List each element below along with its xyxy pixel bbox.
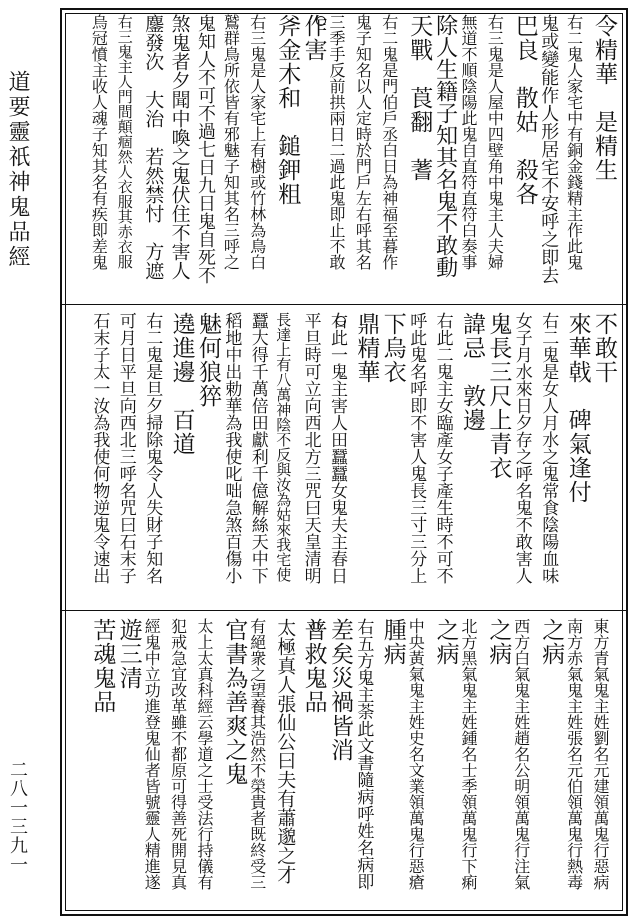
text-column: 腫病 xyxy=(379,618,406,666)
text-column: 鼎精華 xyxy=(353,312,380,384)
section-divider-bottom xyxy=(60,610,628,611)
text-column: 右此二鬼主女臨產女子產生時不可不 xyxy=(432,312,453,584)
text-column: 官書為善爽之鬼 xyxy=(221,618,248,786)
text-column: 女子月水來日夕存之呼名鬼不敢害人 xyxy=(511,312,532,584)
text-column: 北方黑氣鬼主姓鍾名士季領萬鬼行下痢 xyxy=(459,618,478,890)
section-divider-top xyxy=(60,304,628,305)
text-column: 呼此鬼名呼即不害人鬼長三寸三分上 xyxy=(406,312,427,584)
text-column: 鬼知人不可不過七日九日鬼自死不 xyxy=(195,14,216,284)
text-column: 遶進邊 百道 xyxy=(168,312,195,456)
text-column: 右三鬼是人家宅上有樹或竹林為鳥白 xyxy=(247,14,267,270)
text-column: 令精華 是精生 xyxy=(591,14,617,182)
text-column: 右二鬼是旦夕掃除鬼令人失財子知名 xyxy=(142,312,163,584)
text-column: 巴良 散姑 殺各 xyxy=(511,14,538,206)
text-column: 之病 xyxy=(485,618,512,666)
text-column: 魅何狼猝 xyxy=(195,312,221,408)
text-column: 太極真人張仙公曰夫有蕭邈之才 xyxy=(274,618,297,884)
text-column: 平旦時可立向西北方三咒曰天皇清明 xyxy=(300,312,321,584)
text-column: 經鬼中立功進登鬼仙者皆號靈人精進遂 xyxy=(142,618,162,890)
text-column: 右五方鬼主荼此文書隨病呼姓名病即 xyxy=(353,618,374,890)
text-column: 長達上有八萬神陰不反與汝為姑來我宅使 xyxy=(274,312,293,582)
text-column: 無道不順陰陽此鬼自直符直符白奏事 xyxy=(459,14,478,270)
text-column: 之病 xyxy=(432,618,459,666)
text-column: 犯戒急宜改革雖不都原可得善死開見真 xyxy=(168,618,188,890)
text-column: 西方白氣鬼主姓趙名公明領萬鬼行注氣 xyxy=(511,618,531,890)
text-column: 東方青氣鬼主姓劉名元建領萬鬼行惡病 xyxy=(591,618,610,890)
text-column: 右三鬼主人門間顛痼然人衣服其赤衣服 xyxy=(115,14,134,269)
scripture-title-margin: 道要靈祇神鬼品經 xyxy=(5,70,30,270)
text-column: 之病 xyxy=(538,618,565,666)
text-column: 右此一鬼主害人田蠶蠶女鬼夫主春日 xyxy=(327,312,347,584)
text-column: 有絕衆之望養其浩然不榮貴者既終受三 xyxy=(247,618,267,890)
text-column: 下烏衣 xyxy=(379,312,406,384)
text-column: 稻地中出勅華為我使叱咄急煞百傷小 xyxy=(221,312,242,584)
text-column: 苦魂鬼品 xyxy=(89,618,116,714)
text-column: 鬼長三尺上青衣 xyxy=(485,312,512,480)
text-column: 右三鬼是人屋中四壁角中鬼主人夫婦 xyxy=(485,14,505,270)
text-column: 可月日平旦向西北三呼名咒曰石末子 xyxy=(115,312,136,584)
text-column: 遊三清 xyxy=(115,618,142,690)
page-number-margin: 二八一三九一 xyxy=(7,760,28,874)
text-column: 太上太真科經云學道之士受法行持儀有 xyxy=(195,618,214,890)
text-column: 鷲群鳥所依皆有邪魅子知其名三呼之 xyxy=(221,14,241,270)
text-column: 中央黃氣鬼主姓史名文業領萬鬼行惡瘡 xyxy=(406,618,426,890)
text-column: 作害 xyxy=(300,14,327,62)
text-column: 差矣災禍皆消 xyxy=(327,618,353,762)
text-column: 諱忌 敦邊 xyxy=(459,312,485,432)
text-column: 不敢干 xyxy=(591,312,617,384)
text-column: 右二鬼是女人月水之鬼常食陰陽血味 xyxy=(538,312,559,584)
text-column: 蠶大得千萬倍田獻利千億解絲天中下 xyxy=(247,312,268,584)
text-column: 煞鬼者夕聞中喚之鬼伏住不害人 xyxy=(168,14,191,280)
text-column: 普救鬼品 xyxy=(300,618,327,714)
text-column: 三季手反前拱兩日二過此鬼即止不敢 xyxy=(327,14,346,270)
text-column: 天戰 莨翻 蓍 xyxy=(406,14,433,182)
text-column: 烏冠憤主收人魂子知其名有疾即差鬼 xyxy=(89,14,109,270)
text-column: 南方赤氣鬼主姓張名元伯領萬鬼行熱毒 xyxy=(564,618,584,890)
text-column: 右二鬼人家宅中有銅金錢精主作此鬼 xyxy=(564,14,584,270)
text-column: 鬼或變能作人形居宅不安呼之即去 xyxy=(538,14,560,284)
text-column: 右二鬼是門伯戶丞白日為神福至暮作 xyxy=(379,14,399,270)
text-column: 除人生籍子知其名鬼不敢動 xyxy=(432,14,458,278)
text-column: 斧金木和 鎚鉀粗 xyxy=(274,14,301,206)
text-column: 鏖發次 大治 若然禁忖 方遮 xyxy=(142,14,165,280)
text-column: 石末子太一汝為我使何物逆鬼令速出 xyxy=(89,312,110,584)
text-column: 鬼子知名以人定時於門戶左右呼其名 xyxy=(353,14,373,270)
text-column: 來華戟 碑氣逢付 xyxy=(564,312,591,504)
